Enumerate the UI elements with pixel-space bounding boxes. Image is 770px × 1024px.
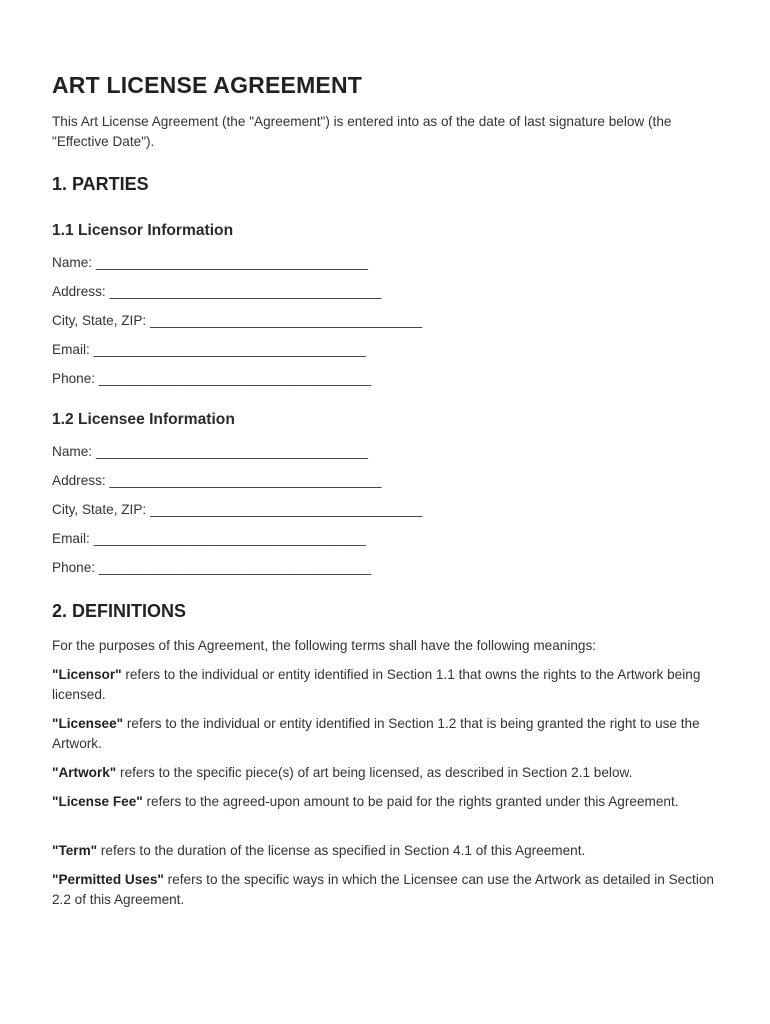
definition-text: refers to the specific piece(s) of art being licensed, as described in Section 2.1 below. xyxy=(116,765,633,780)
blank-line[interactable]: ____________________________________ xyxy=(93,531,366,546)
definition-text: refers to the agreed-upon amount to be paid for the rights granted under this Agreement. xyxy=(142,794,679,809)
definition-term: "Artwork" xyxy=(52,765,117,780)
field-label: City, State, ZIP: xyxy=(52,313,147,328)
document-title: ART LICENSE AGREEMENT xyxy=(52,72,363,98)
definition-item xyxy=(52,763,722,783)
blank-line[interactable]: ____________________________________ xyxy=(93,342,366,357)
definitions-intro: For the purposes of this Agreement, the following terms shall have the following meanings: xyxy=(52,638,597,653)
licensor-phone-field[interactable] xyxy=(52,371,371,386)
field-label: Email: xyxy=(52,342,90,357)
blank-line[interactable]: ____________________________________ xyxy=(109,284,382,299)
field-label: Name: xyxy=(52,444,93,459)
definition-text: refers to the specific ways in which the Licensee can use the Artwork as detailed in Section 2.2 of this Agreement. xyxy=(52,872,714,907)
blank-line[interactable]: ____________________________________ xyxy=(95,444,368,459)
definition-term: "License Fee" xyxy=(52,794,143,809)
definition-item xyxy=(52,870,722,910)
licensor-info-heading: 1.1 Licensor Information xyxy=(52,222,234,239)
licensor-city-state-zip-field[interactable] xyxy=(52,313,422,328)
licensor-name-field[interactable] xyxy=(52,255,368,270)
field-label: Email: xyxy=(52,531,90,546)
definition-text: refers to the duration of the license as specified in Section 4.1 of this Agreement. xyxy=(97,843,586,858)
field-label: Name: xyxy=(52,255,93,270)
licensee-address-field[interactable] xyxy=(52,473,382,488)
blank-line[interactable]: ____________________________________ xyxy=(149,502,423,517)
definition-term: "Permitted Uses" xyxy=(52,872,164,887)
field-label: Phone: xyxy=(52,371,96,386)
intro-paragraph: This Art License Agreement (the "Agreement") is entered into as of the date of last signature below (the "Effective Date"). xyxy=(52,114,672,149)
licensee-city-state-zip-field[interactable] xyxy=(52,502,422,517)
definition-item xyxy=(52,665,722,705)
section-parties-heading: 1. PARTIES xyxy=(52,174,149,194)
licensee-name-field[interactable] xyxy=(52,444,368,459)
field-label: Phone: xyxy=(52,560,96,575)
field-label: Address: xyxy=(52,473,106,488)
definition-item xyxy=(52,714,722,754)
definition-item xyxy=(52,792,722,812)
field-label: Address: xyxy=(52,284,106,299)
definition-term: "Licensor" xyxy=(52,667,122,682)
definition-item xyxy=(52,841,722,861)
blank-line[interactable]: ____________________________________ xyxy=(149,313,423,328)
blank-line[interactable]: ____________________________________ xyxy=(109,473,382,488)
field-label: City, State, ZIP: xyxy=(52,502,147,517)
blank-line[interactable]: ____________________________________ xyxy=(98,560,372,575)
definition-term: "Term" xyxy=(52,843,98,858)
definition-text: refers to the individual or entity identified in Section 1.1 that owns the rights to the Artwork being licensed. xyxy=(52,667,701,702)
licensor-email-field[interactable] xyxy=(52,342,366,357)
licensee-email-field[interactable] xyxy=(52,531,366,546)
section-definitions-heading: 2. DEFINITIONS xyxy=(52,601,187,621)
blank-line[interactable]: ____________________________________ xyxy=(95,255,368,270)
definition-text: refers to the individual or entity identified in Section 1.2 that is being granted the right to use the Artwork. xyxy=(52,716,700,751)
licensee-info-heading: 1.2 Licensee Information xyxy=(52,411,235,428)
licensor-address-field[interactable] xyxy=(52,284,382,299)
licensee-phone-field[interactable] xyxy=(52,560,371,575)
blank-line[interactable]: ____________________________________ xyxy=(98,371,372,386)
definition-term: "Licensee" xyxy=(52,716,124,731)
